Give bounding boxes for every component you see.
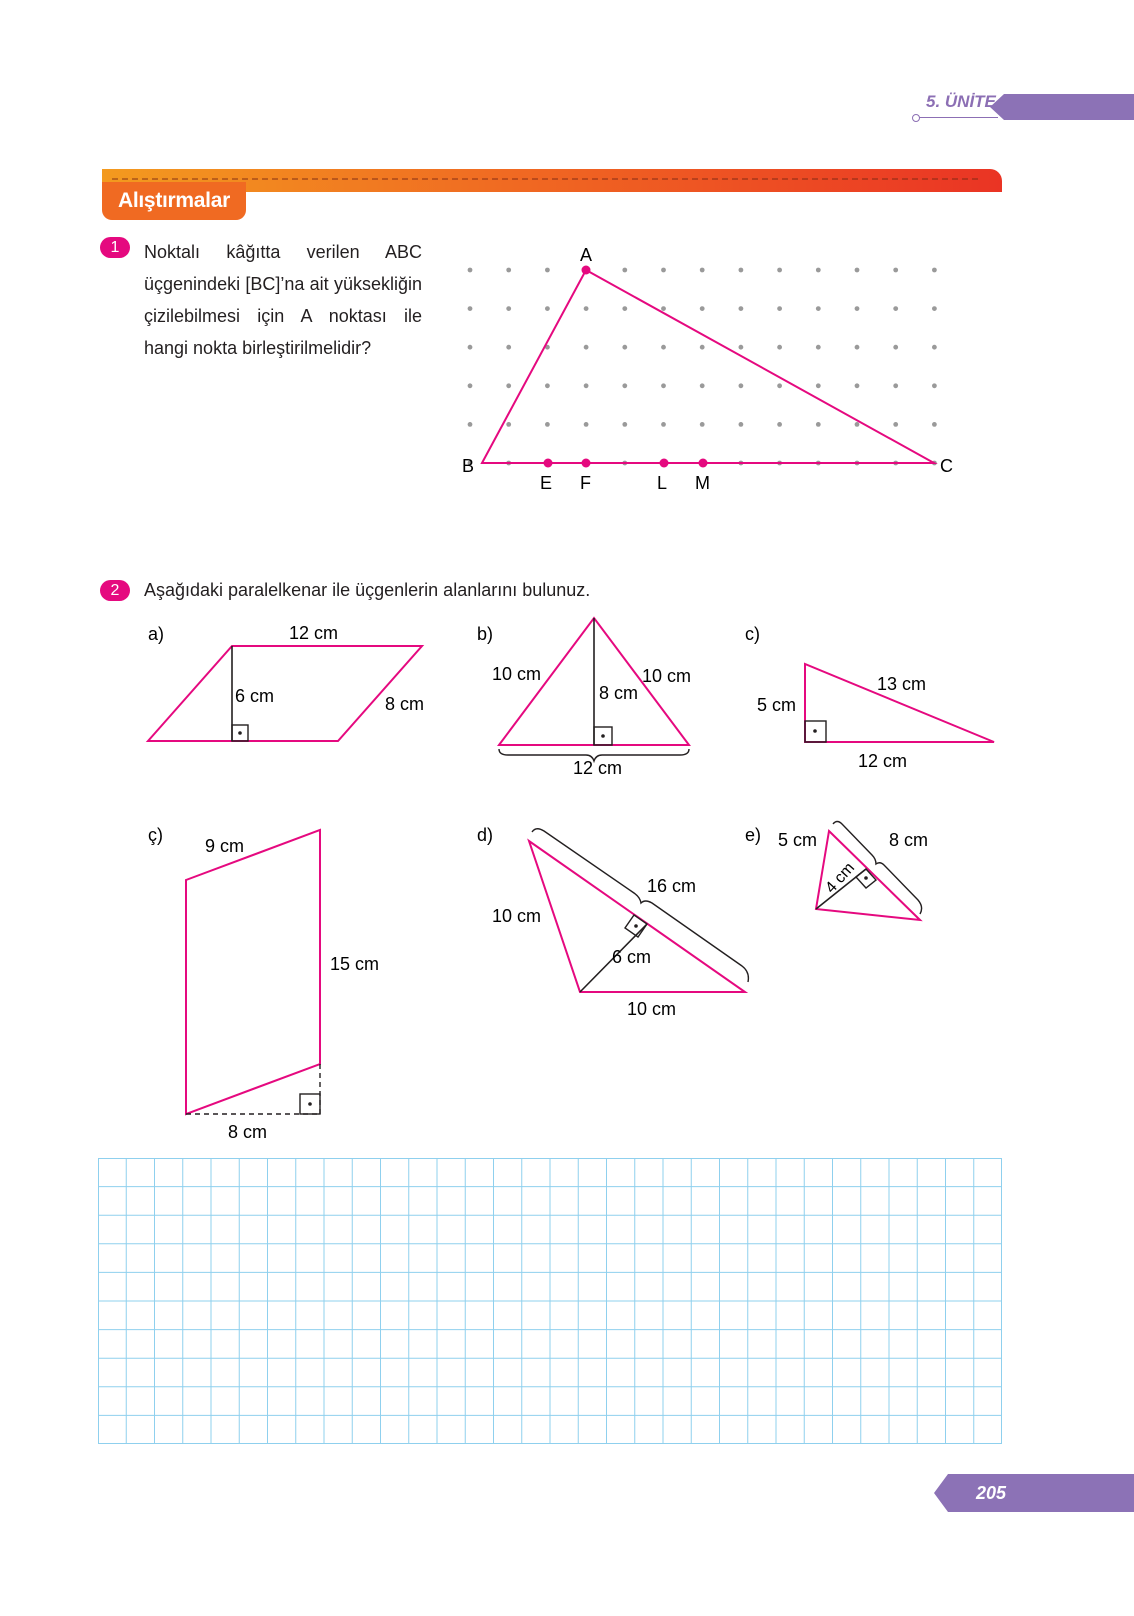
figure-e bbox=[745, 822, 928, 921]
label-a: A bbox=[580, 245, 593, 265]
label-l: L bbox=[657, 473, 668, 493]
grid-dot bbox=[506, 268, 511, 273]
b-height: 8 cm bbox=[599, 683, 639, 703]
grid-dot bbox=[545, 422, 550, 427]
grid-dot bbox=[700, 422, 705, 427]
grid-dot bbox=[777, 306, 782, 311]
grid-dot bbox=[545, 268, 550, 273]
grid-dot bbox=[468, 345, 473, 350]
grid-dot bbox=[932, 383, 937, 388]
grid-dot bbox=[506, 383, 511, 388]
e-left: 5 cm bbox=[778, 830, 818, 850]
label-b-item: b) bbox=[477, 624, 494, 644]
grid-dot bbox=[661, 268, 666, 273]
grid-dot bbox=[584, 383, 589, 388]
grid-dot bbox=[622, 345, 627, 350]
d-left: 10 cm bbox=[492, 906, 542, 926]
label-a-item: a) bbox=[148, 624, 165, 644]
question-1-badge: 1 bbox=[100, 237, 130, 258]
grid-dot bbox=[816, 422, 821, 427]
c-height: 5 cm bbox=[757, 695, 797, 715]
grid-dot bbox=[700, 268, 705, 273]
grid-dot bbox=[893, 306, 898, 311]
a-height: 6 cm bbox=[235, 686, 275, 706]
grid-dot bbox=[545, 383, 550, 388]
grid-dot bbox=[816, 306, 821, 311]
label-e-item: e) bbox=[745, 825, 762, 845]
d-long: 16 cm bbox=[647, 876, 697, 896]
label-c-item: c) bbox=[745, 624, 760, 644]
grid-dot bbox=[777, 345, 782, 350]
grid-dot bbox=[506, 345, 511, 350]
question-2-badge: 2 bbox=[100, 580, 130, 601]
grid-dot bbox=[893, 268, 898, 273]
grid-dot bbox=[739, 383, 744, 388]
grid-dot bbox=[893, 422, 898, 427]
figure-cc bbox=[148, 825, 379, 1142]
question-2-text: Aşağıdaki paralelkenar ile üçgenlerin alanlarını bulunuz. bbox=[144, 580, 591, 600]
grid-dot bbox=[932, 306, 937, 311]
cc-side: 15 cm bbox=[330, 954, 380, 974]
grid-dot bbox=[855, 306, 860, 311]
point-l-marker bbox=[660, 459, 669, 468]
grid-dot bbox=[622, 383, 627, 388]
grid-dot bbox=[932, 345, 937, 350]
grid-dot bbox=[816, 268, 821, 273]
label-e: E bbox=[540, 473, 553, 493]
a-base: 12 cm bbox=[289, 623, 339, 643]
grid-dot bbox=[622, 268, 627, 273]
d-bottom: 10 cm bbox=[627, 999, 677, 1019]
unit-dot-icon bbox=[912, 114, 920, 122]
point-a-marker bbox=[582, 266, 591, 275]
grid-dot bbox=[506, 306, 511, 311]
point-m-marker bbox=[699, 459, 708, 468]
grid-dot bbox=[932, 422, 937, 427]
b-base: 12 cm bbox=[573, 758, 623, 778]
grid-dot bbox=[739, 306, 744, 311]
grid-dot bbox=[739, 422, 744, 427]
grid-dot bbox=[816, 345, 821, 350]
c-hyp: 13 cm bbox=[877, 674, 927, 694]
grid-lines bbox=[98, 1158, 1002, 1444]
grid-dot bbox=[661, 383, 666, 388]
grid-dot bbox=[468, 306, 473, 311]
banner-dashed-line bbox=[112, 178, 978, 180]
e-height: 4 cm bbox=[822, 859, 859, 897]
grid-dot bbox=[932, 268, 937, 273]
e-long: 8 cm bbox=[889, 830, 929, 850]
section-title: Alıştırmalar bbox=[102, 182, 246, 220]
grid-dot bbox=[777, 383, 782, 388]
grid-dot bbox=[700, 383, 705, 388]
label-c: C bbox=[940, 456, 953, 476]
grid-dot bbox=[700, 306, 705, 311]
label-cc-item: ç) bbox=[148, 825, 163, 845]
grid-dot bbox=[777, 268, 782, 273]
b-right: 10 cm bbox=[642, 666, 692, 686]
answer-grid bbox=[98, 1158, 1002, 1444]
grid-dot bbox=[661, 422, 666, 427]
label-m: M bbox=[695, 473, 710, 493]
grid-dot bbox=[545, 306, 550, 311]
c-base: 12 cm bbox=[858, 751, 908, 771]
figure-b bbox=[477, 618, 691, 778]
dot-grid bbox=[468, 268, 937, 466]
grid-dot bbox=[777, 422, 782, 427]
area-figures bbox=[0, 600, 1134, 1160]
grid-dot bbox=[506, 422, 511, 427]
grid-dot bbox=[739, 268, 744, 273]
grid-dot bbox=[661, 306, 666, 311]
grid-dot bbox=[855, 422, 860, 427]
d-height: 6 cm bbox=[612, 947, 652, 967]
grid-dot bbox=[468, 422, 473, 427]
cc-top: 9 cm bbox=[205, 836, 245, 856]
point-e-marker bbox=[544, 459, 553, 468]
grid-dot bbox=[700, 345, 705, 350]
figure-c bbox=[745, 624, 994, 771]
question-1-text: Noktalı kâğıtta verilen ABC üçgenindeki [BC]’na ait yüksekliğin çizilebilmesi için A noktası ile hangi nokta birleştirilmelidir? bbox=[144, 242, 422, 358]
figure-a bbox=[148, 623, 424, 741]
grid-dot bbox=[584, 422, 589, 427]
parallelogram-a bbox=[148, 646, 425, 741]
grid-dot bbox=[468, 383, 473, 388]
grid-dot bbox=[622, 422, 627, 427]
grid-dot bbox=[816, 383, 821, 388]
grid-dot bbox=[584, 345, 589, 350]
point-f-marker bbox=[582, 459, 591, 468]
label-b: B bbox=[462, 456, 475, 476]
grid-dot bbox=[855, 383, 860, 388]
grid-dot bbox=[739, 345, 744, 350]
page-number: 205 bbox=[976, 1483, 1007, 1503]
page-tab-notch bbox=[934, 1474, 948, 1512]
b-left: 10 cm bbox=[492, 664, 542, 684]
triangle-abc bbox=[482, 270, 934, 463]
grid-dot bbox=[622, 306, 627, 311]
cc-bottom: 8 cm bbox=[228, 1122, 268, 1142]
grid-dot bbox=[893, 345, 898, 350]
grid-dot bbox=[661, 345, 666, 350]
grid-dot bbox=[855, 268, 860, 273]
unit-underline bbox=[918, 117, 998, 118]
dot-paper-figure bbox=[440, 240, 1000, 500]
unit-tab-bar bbox=[1004, 94, 1134, 120]
grid-dot bbox=[855, 345, 860, 350]
parallelogram-cc bbox=[186, 830, 320, 1114]
grid-dot bbox=[584, 306, 589, 311]
a-side: 8 cm bbox=[385, 694, 425, 714]
figure-d bbox=[477, 825, 748, 1019]
label-f: F bbox=[580, 473, 591, 493]
grid-dot bbox=[893, 383, 898, 388]
unit-label: 5. ÜNİTE bbox=[926, 92, 996, 111]
grid-dot bbox=[468, 268, 473, 273]
label-d-item: d) bbox=[477, 825, 494, 845]
